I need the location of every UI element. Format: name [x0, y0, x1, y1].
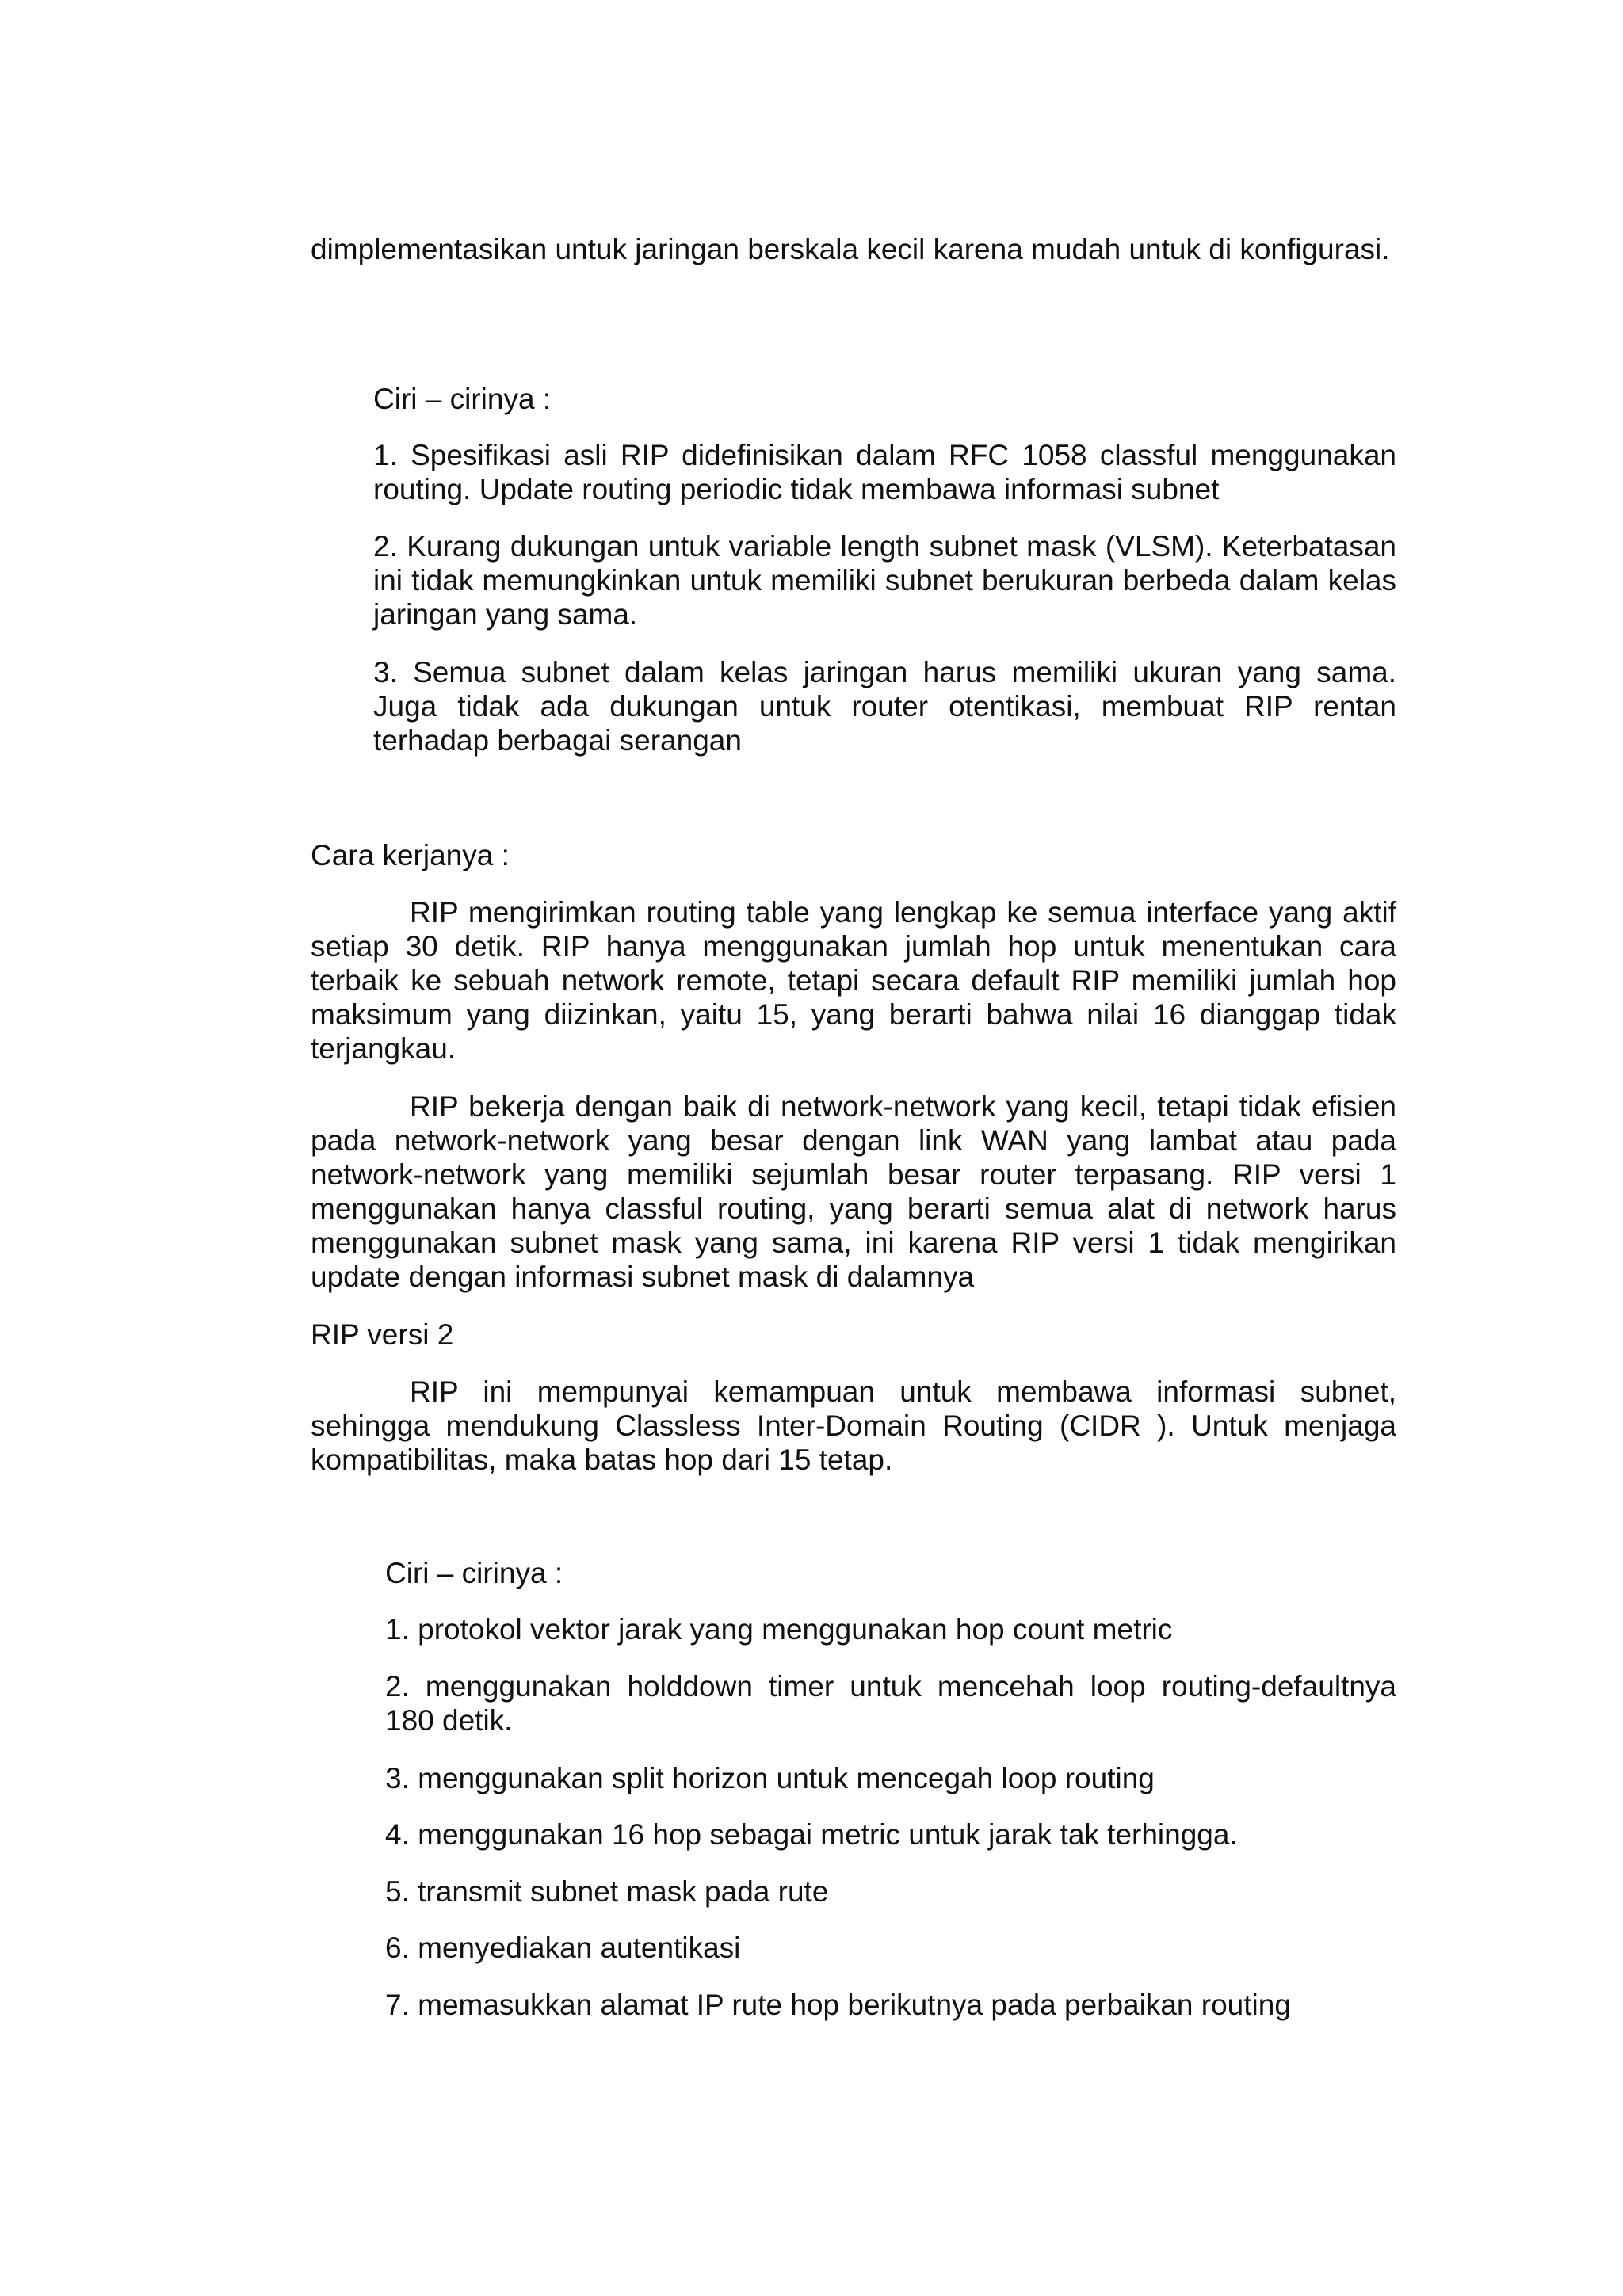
how-it-works-heading: Cara kerjanya :: [311, 839, 510, 871]
how-it-works-paragraph: RIP bekerja dengan baik di network-network yang kecil, tetapi tidak efisien pada network-network yang besar dengan link WAN yang lambat atau pada network-network yang memiliki sejumlah besar router terpasang. RIP versi 1 menggunakan hanya classful routing, yang berarti semua alat di network harus menggunakan subnet mask yang sama, ini karena RIP versi 1 tidak mengirikan update dengan informasi subnet mask di dalamnya: [311, 1090, 1396, 1293]
list-item: 7. memasukkan alamat IP rute hop berikutnya pada perbaikan routing: [385, 1989, 1291, 2021]
list-item: 2. Kurang dukungan untuk variable length subnet mask (VLSM). Keterbatasan ini tidak memungkinkan untuk memiliki subnet berukuran berbeda dalam kelas jaringan yang sama.: [373, 530, 1396, 631]
intro-paragraph: dimplementasikan untuk jaringan berskala kecil karena mudah untuk di konfigurasi.: [311, 233, 1390, 265]
list-item: 1. Spesifikasi asli RIP didefinisikan dalam RFC 1058 classful menggunakan routing. Update routing periodic tidak membawa informasi subnet: [373, 439, 1396, 505]
features-heading-v2: Ciri – cirinya :: [385, 1557, 563, 1589]
list-item: 4. menggunakan 16 hop sebagai metric untuk jarak tak terhingga.: [385, 1818, 1238, 1851]
list-item: 3. Semua subnet dalam kelas jaringan harus memiliki ukuran yang sama. Juga tidak ada dukungan untuk router otentikasi, membuat RIP rentan terhadap berbagai serangan: [373, 656, 1396, 757]
rip-v2-heading: RIP versi 2: [311, 1318, 454, 1351]
list-item: 6. menyediakan autentikasi: [385, 1932, 741, 1964]
list-item: 2. menggunakan holddown timer untuk mencehah loop routing-defaultnya 180 detik.: [385, 1670, 1396, 1737]
how-it-works-paragraph: RIP mengirimkan routing table yang lengkap ke semua interface yang aktif setiap 30 detik. RIP hanya menggunakan jumlah hop untuk menentukan cara terbaik ke sebuah network remote, tetapi secara default RIP memiliki jumlah hop maksimum yang diizinkan, yaitu 15, yang berarti bahwa nilai 16 dianggap tidak terjangkau.: [311, 896, 1396, 1065]
rip-v2-paragraph: RIP ini mempunyai kemampuan untuk membawa informasi subnet, sehingga mendukung Classless Inter-Domain Routing (CIDR ). Untuk menjaga kompatibilitas, maka batas hop dari 15 tetap.: [311, 1375, 1396, 1476]
list-item: 5. transmit subnet mask pada rute: [385, 1875, 829, 1908]
features-heading-v1: Ciri – cirinya :: [373, 383, 552, 415]
list-item: 1. protokol vektor jarak yang menggunakan hop count metric: [385, 1613, 1173, 1646]
list-item: 3. menggunakan split horizon untuk mencegah loop routing: [385, 1762, 1155, 1794]
